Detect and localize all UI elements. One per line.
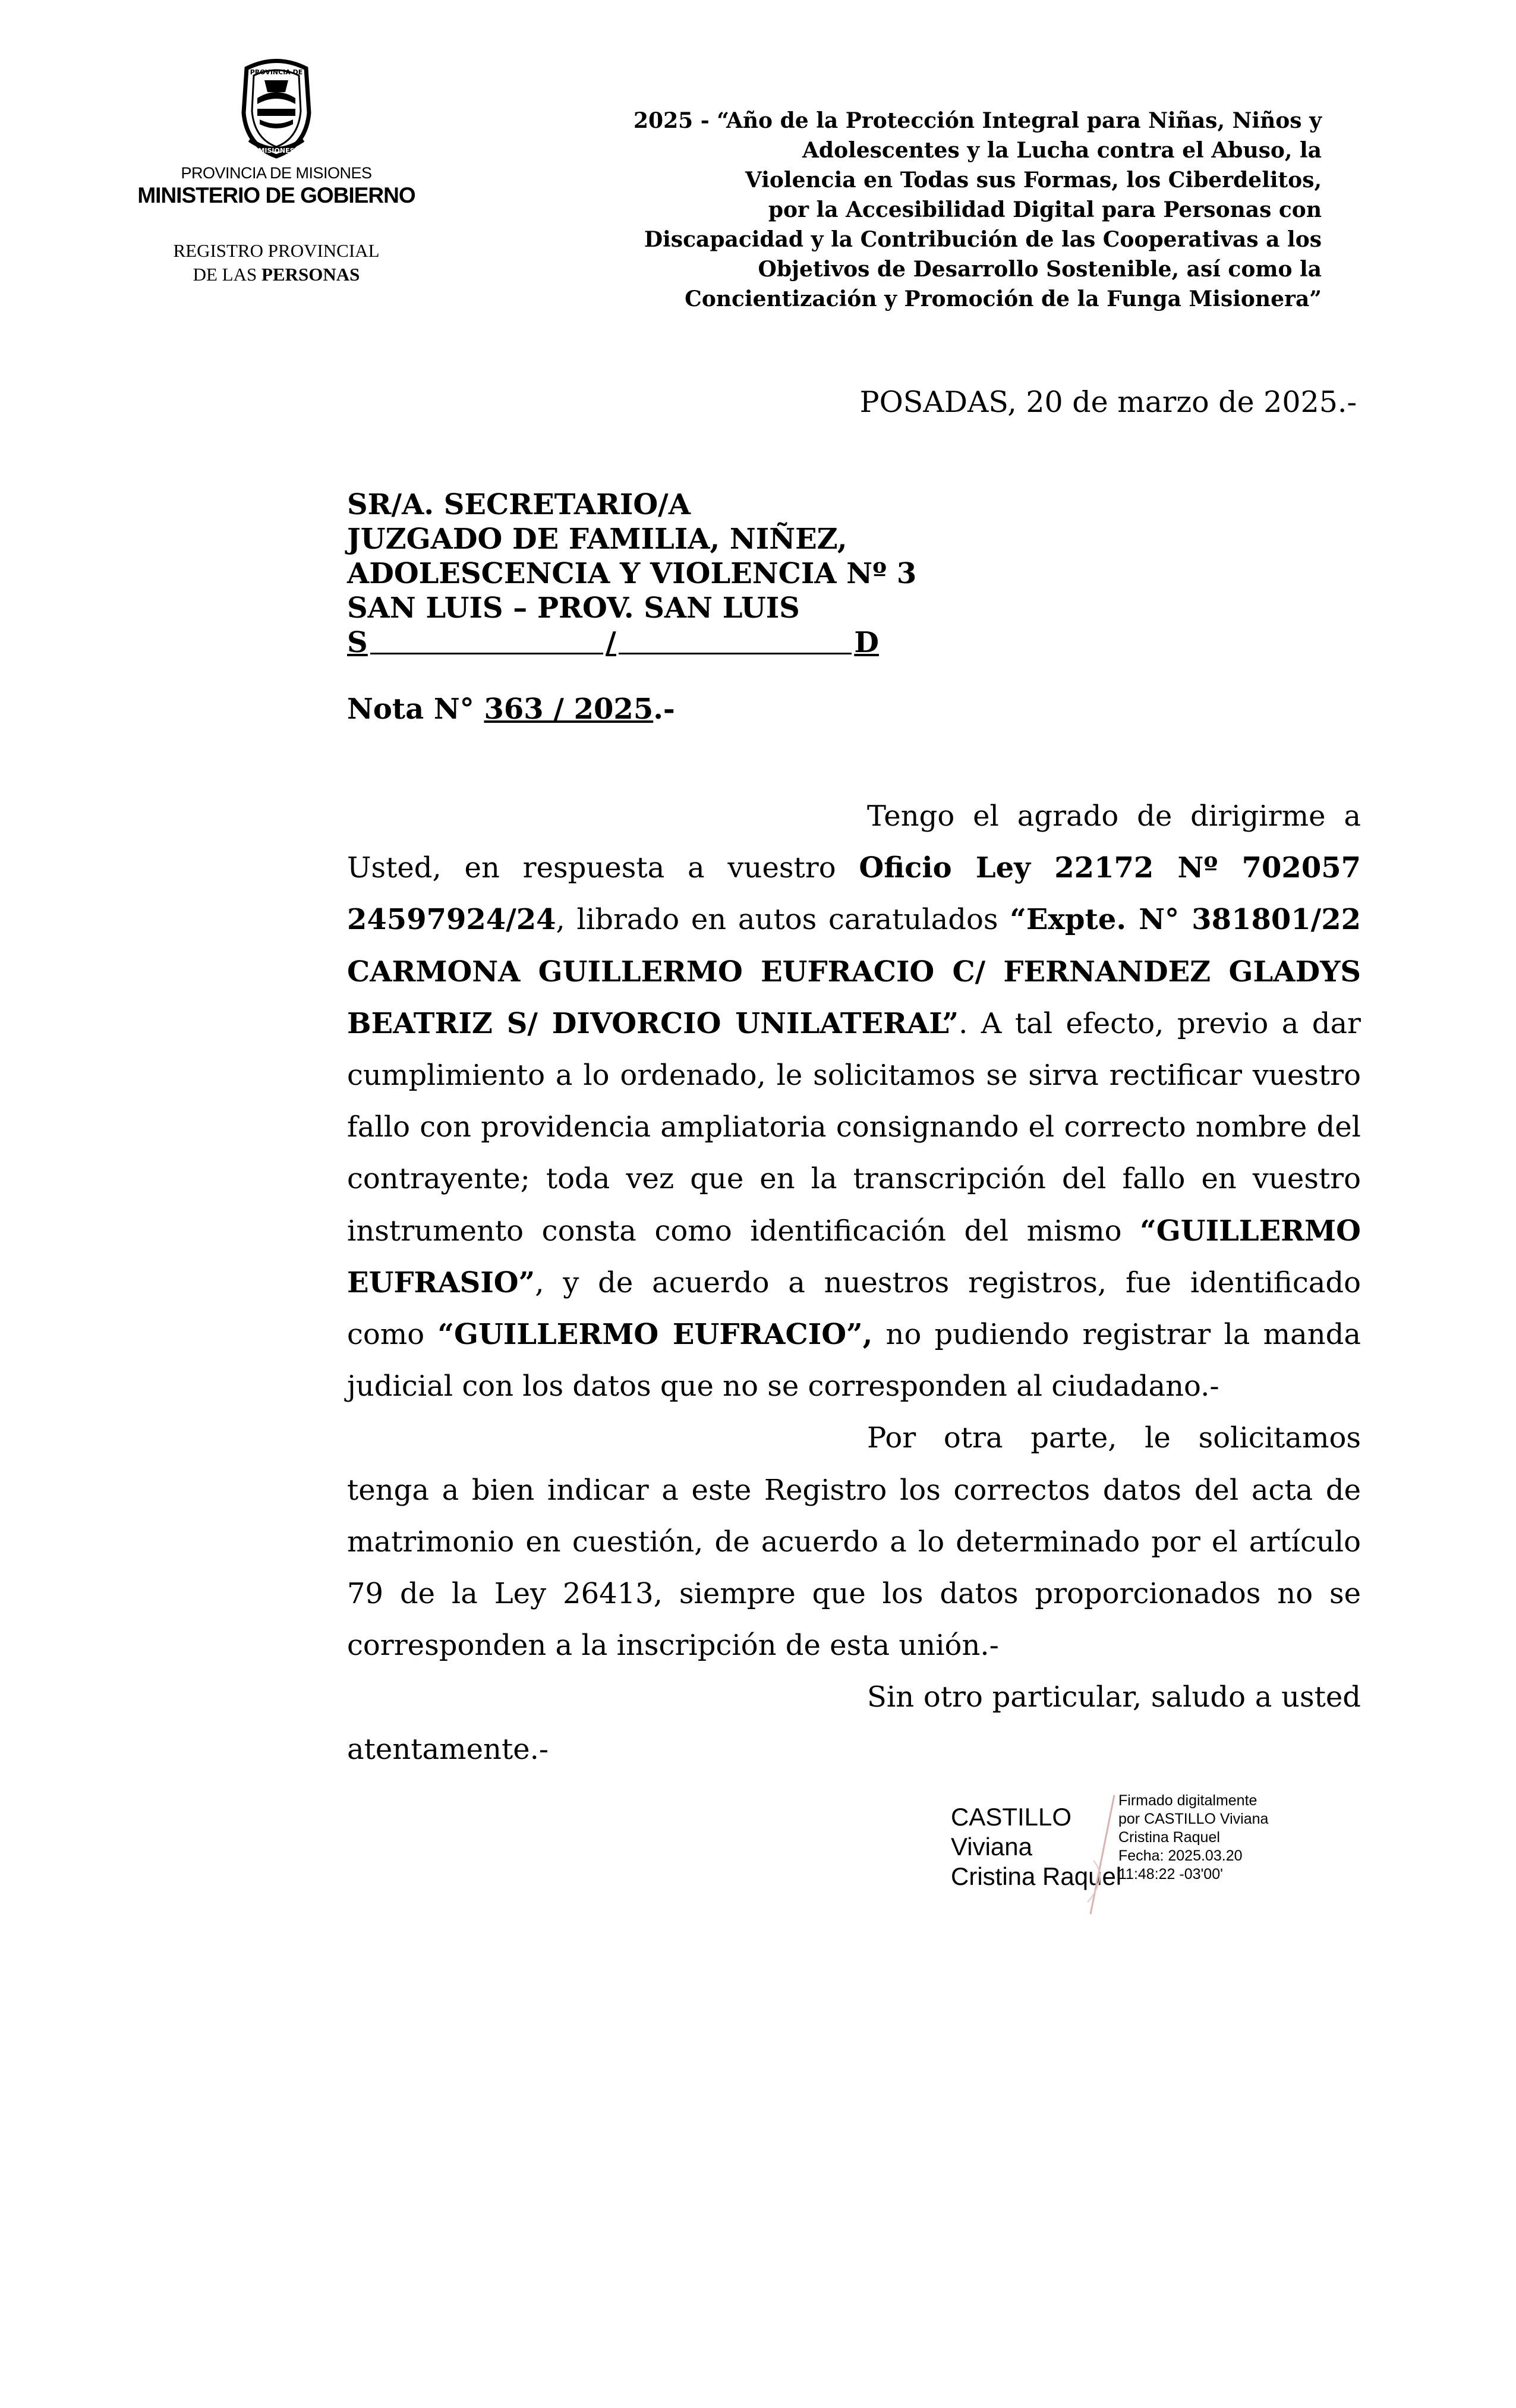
signature-details: Firmado digitalmente por CASTILLO Viviana Cristina Raquel Fecha: 2025.03.20 11:48:22 -03'00' <box>1118 1792 1269 1883</box>
provincial-seal-icon <box>229 56 324 160</box>
registry-name <box>137 239 416 287</box>
year-motto: 2025 - “Año de la Protección Integral para Niñas, Niños y Adolescentes y la Lucha contra el Abuso, la Violencia en Todas sus Formas, los Ciberdelitos, por la Accesibilidad Digital para Personas con Discapacidad y la Contribución de las Cooperativas a los Objetivos de Desarrollo Sostenible, así como la Concientización y Promoción de la Funga Misionera” <box>633 108 1322 311</box>
signer-name: CASTILLO Viviana Cristina Raquel <box>951 1803 1122 1890</box>
svg-text:PROVINCIA DE: PROVINCIA DE <box>250 68 303 76</box>
letter-date: POSADAS, 20 de marzo de 2025.- <box>859 385 1357 419</box>
digital-signature <box>951 1789 1284 1932</box>
letterhead-logo <box>137 56 416 287</box>
signature-stroke-icon <box>1058 1789 1123 1926</box>
nota-number: Nota N° 363 / 2025.- <box>347 693 675 726</box>
body-paragraph-2: Por otra parte, le solicitamos tenga a bien indicar a este Registro los correctos datos del acta de matrimonio en cuestión, de acuerdo a lo determinado por el artículo 79 de la Ley 26413, siempre que los datos proporcionados no se corresponden a la inscripción de esta unión.- <box>347 1421 1361 1663</box>
registry-line2: DE LAS PERSONAS <box>193 264 360 285</box>
svg-text:MISIONES: MISIONES <box>258 147 295 155</box>
registry-line1: REGISTRO PROVINCIAL <box>173 240 380 261</box>
body-paragraph-3: Sin otro particular, saludo a usted atentamente.- <box>347 1680 1361 1766</box>
body-paragraph-1: Tengo el agrado de dirigirme a Usted, en respuesta a vuestro Oficio Ley 22172 Nº 702057 24597924/24, librado en autos caratulados “Expte. N° 381801/22 CARMONA GUILLERMO EUFRACIO C/ FERNANDEZ GLADYS BEATRIZ S/ DIVORCIO UNILATERAL”. A tal efecto, previo a dar cumplimiento a lo ordenado, le solicitamos se sirva rectificar vuestro fallo con providencia ampliatoria consignando el correcto nombre del contrayente; toda vez que en la transcripción del fallo en vuestro instrumento consta como identificación del mismo “GUILLERMO EUFRASIO”, y de acuerdo a nuestros registros, fue identificado como “GUILLERMO EUFRACIO”, no pudiendo registrar la manda judicial con los datos que no se corresponden al ciudadano.- <box>347 799 1361 1403</box>
sd-line: S / D <box>347 626 880 659</box>
addressee-block: SR/A. SECRETARIO/A JUZGADO DE FAMILIA, NIÑEZ, ADOLESCENCIA Y VIOLENCIA Nº 3 SAN LUIS – PROV. SAN LUIS S / D <box>347 488 917 659</box>
ministry-name: MINISTERIO DE GOBIERNO <box>137 183 415 207</box>
letter-body <box>347 791 1361 1776</box>
province-name: PROVINCIA DE MISIONES <box>181 164 372 182</box>
